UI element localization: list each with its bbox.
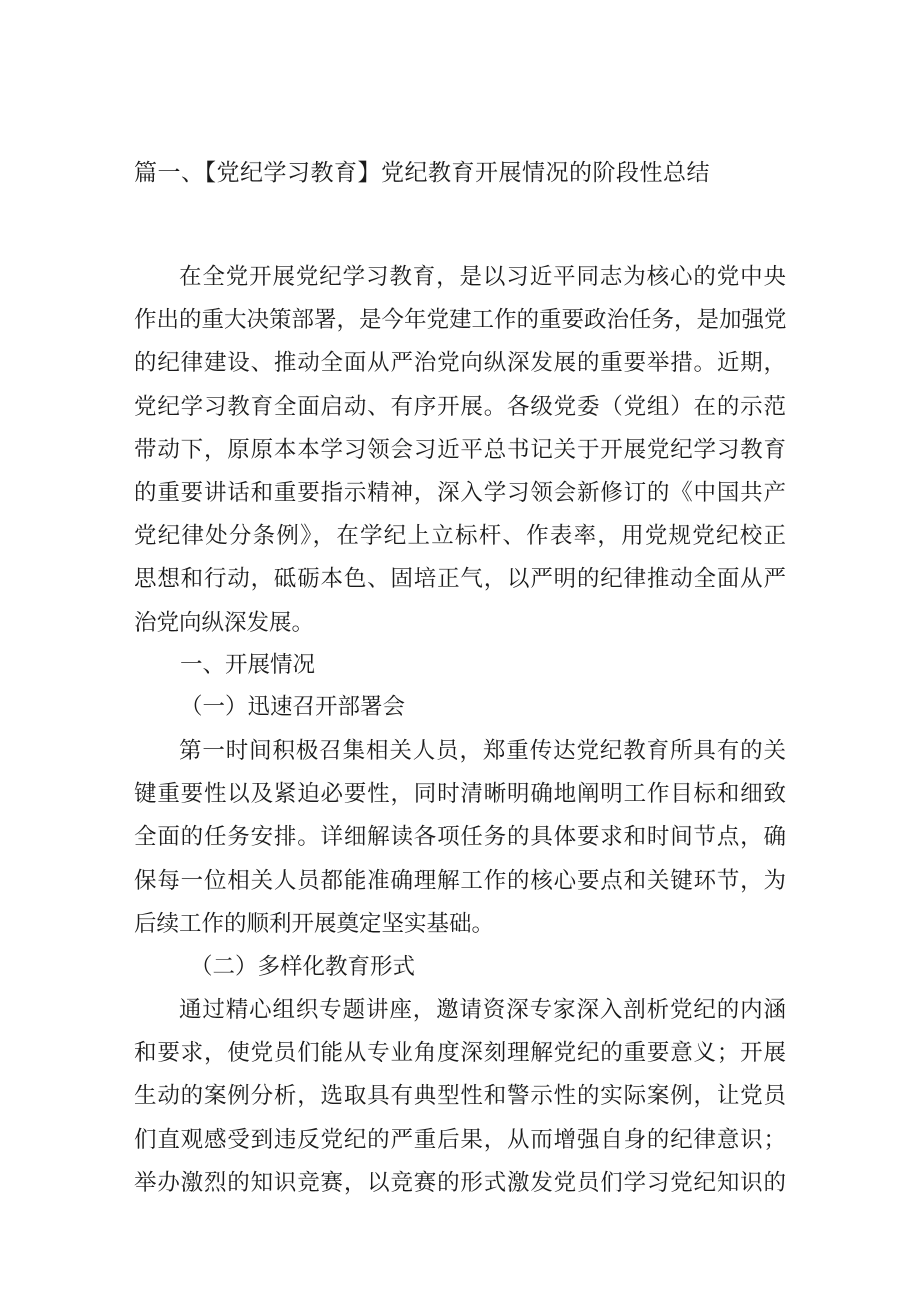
subsection-1-paragraph	[134, 730, 786, 946]
paragraph-line: 治党向纵深发展。	[134, 609, 315, 636]
paragraph-line: 举办激烈的知识竞赛，以竞赛的形式激发党员们学习党纪知识的	[134, 1169, 786, 1196]
document-title: 篇一、【党纪学习教育】党纪教育开展情况的阶段性总结	[134, 160, 710, 186]
paragraph-line: 后续工作的顺利开展奠定坚实基础。	[134, 910, 495, 937]
paragraph-line: 第一时间积极召集相关人员，郑重传达党纪教育所具有的关	[179, 738, 786, 764]
section-heading: 一、开展情况	[180, 652, 316, 678]
paragraph-line: 带动下，原原本本学习领会习近平总书记关于开展党纪学习教育	[134, 436, 786, 463]
paragraph-line: 党纪律处分条例》，在学纪上立标杆、作表率，用党规党纪校正	[134, 523, 786, 550]
paragraph-line: 键重要性以及紧迫必要性，同时清晰明确地阐明工作目标和细致	[134, 781, 786, 808]
subsection-2-paragraph	[134, 989, 786, 1205]
paragraph-line: 的纪律建设、推动全面从严治党向纵深发展的重要举措。近期，	[134, 350, 786, 377]
subsection-heading: （二）多样化教育形式	[190, 954, 416, 980]
paragraph-line: 作出的重大决策部署，是今年党建工作的重要政治任务，是加强党	[134, 307, 787, 334]
paragraph-line: 生动的案例分析，选取具有典型性和警示性的实际案例，让党员	[134, 1083, 786, 1110]
paragraph-line: 全面的任务安排。详细解读各项任务的具体要求和时间节点，确	[134, 824, 786, 851]
paragraph-line: 党纪学习教育全面启动、有序开展。各级党委（党组）在的示范	[134, 393, 786, 420]
intro-paragraph	[134, 256, 786, 645]
paragraph-line: 思想和行动，砥砺本色、固培正气，以严明的纪律推动全面从严	[134, 566, 786, 593]
paragraph-line: 在全党开展党纪学习教育，是以习近平同志为核心的党中央	[179, 264, 786, 290]
paragraph-line: 保每一位相关人员都能准确理解工作的核心要点和关键环节，为	[134, 867, 786, 894]
subsection-heading: （一）迅速召开部署会	[180, 694, 406, 720]
paragraph-line: 的重要讲话和重要指示精神，深入学习领会新修订的《中国共产	[134, 480, 786, 507]
paragraph-line: 和要求，使党员们能从专业角度深刻理解党纪的重要意义；开展	[134, 1040, 786, 1067]
paragraph-line: 们直观感受到违反党纪的严重后果，从而增强自身的纪律意识；	[134, 1126, 786, 1153]
paragraph-line: 通过精心组织专题讲座，邀请资深专家深入剖析党纪的内涵	[179, 997, 786, 1023]
